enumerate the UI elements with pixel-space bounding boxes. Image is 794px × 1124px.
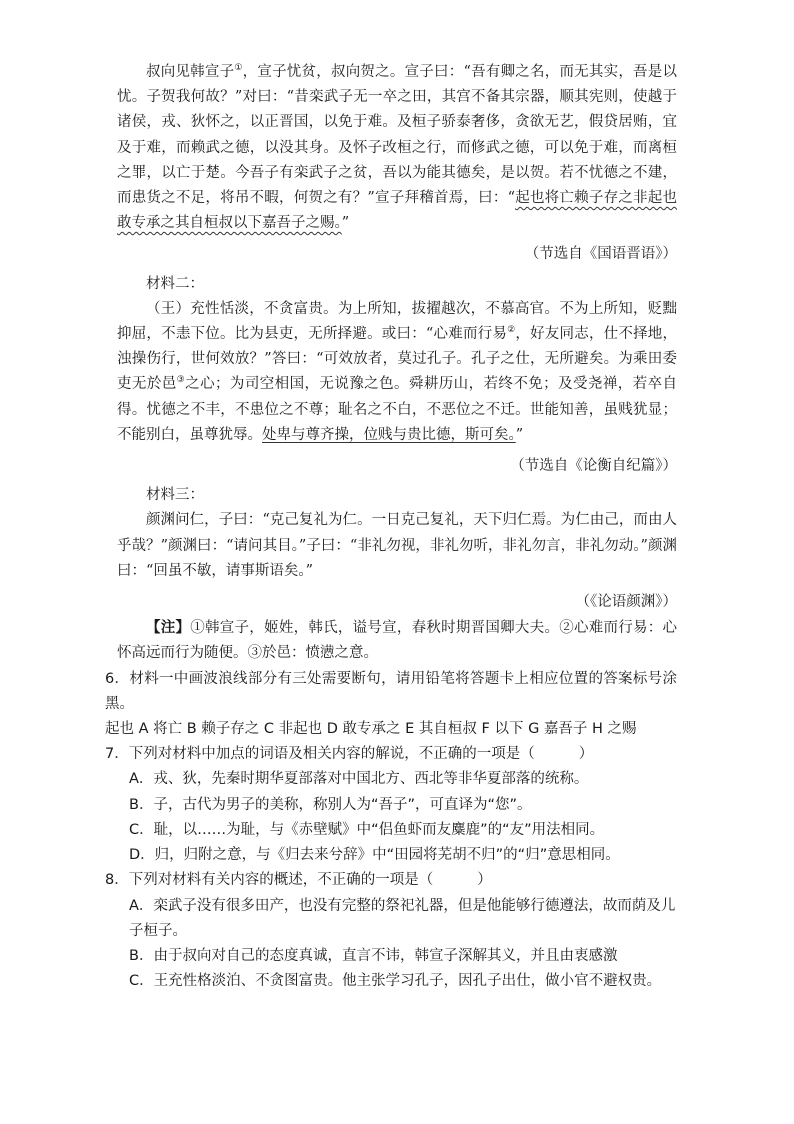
note-label: 【注】 <box>146 619 191 637</box>
material2-label: 材料二： <box>146 275 204 292</box>
footnote-ref-1: ① <box>234 63 243 74</box>
question-8-option-a[interactable]: A．栾武子没有很多田产，也没有完整的祭祀礼器，但是他能够行德遵法，故而荫及儿子桓子。 <box>129 897 676 939</box>
wavy-underlined-text: 起也将亡赖子存之非起也敢专承之其自桓叔以下嘉吾子之赐。 <box>117 190 678 232</box>
paren-close: ） <box>578 746 594 763</box>
material1-passage <box>117 60 677 236</box>
question-8-text: 8．下列对材料有关内容的概述，不正确的一项是（ <box>105 872 434 889</box>
question-7-option-a[interactable]: A．戎、狄，先秦时期华夏部落对中国北方、西北等非华夏部落的统称。 <box>129 771 589 788</box>
material2-passage <box>117 297 677 448</box>
material2-text-1: （王）充性恬淡，不贪富贵。为上所知，拔擢越次，不慕高官。不为上所知，贬黜抑屈，不恚下位。比为县吏，无所择避。或曰：“心难而行易 <box>117 300 677 343</box>
question-8-option-b[interactable]: B．由于叔向对自己的态度真诚，直言不讳，韩宣子深解其义，并且由衷感激 <box>129 947 618 964</box>
underlined-text: 处卑与尊齐操，位贱与贵比德，斯可矣。 <box>262 426 516 443</box>
material1-text-end: ” <box>341 215 350 232</box>
question-7-stem <box>105 742 677 767</box>
footnote-ref-3: ③ <box>176 375 186 386</box>
question-6-stem: 6．材料一中画波浪线部分有三处需要断句，请用铅笔将答题卡上相应位置的答案标号涂黑。 <box>105 670 677 712</box>
question-7-option-d[interactable]: D．归，归附之意，与《归去来兮辞》中“田园将芜胡不归”的“归”意思相同。 <box>129 847 620 864</box>
material1-source: （节选自《国语晋语》） <box>524 246 677 263</box>
material1-text-start: 叔向见韩宣子 <box>146 64 235 80</box>
paren-close: ） <box>477 872 492 889</box>
material2-text-3: 之心；为司空相国，无说豫之色。舜耕历山，若终不免；及受尧禅，若卒自得。忧德之不丰，不患位之不尊；耻名之不白，不恶位之不迁。世能知善，虽贱犹显；不能别白，虽尊犹辱。 <box>117 376 678 443</box>
question-7-text: 7．下列对材料中加点的词语及相关内容的解说，不正确的一项是（ <box>105 746 535 763</box>
material2-text-2: ，好友同志，仕不择地，浊操伤行，世何效放？”答曰：“可效放者，莫过孔子。孔子之仕，无所避矣。为乘田委吏无於邑 <box>117 326 677 393</box>
exam-page <box>105 60 678 994</box>
material3-label: 材料三： <box>146 487 204 504</box>
question-8-stem <box>105 868 677 893</box>
material1-text-body: ，宣子忧贫，叔向贺之。宣子曰：“吾有卿之名，而无其实，吾是以忧。子贺我何故？”对曰：“昔栾武子无一卒之田，其宫不备其宗器，顺其宪则，使越于诸侯，戎、狄怀之，以正晋国，以免于难。及桓子骄泰奢侈，贪欲无艺，假贷居贿，宜及于难，而赖武之德，以没其身。及怀子改桓之行，而修武之德，可以免于难，而离桓之罪，以亡于楚。今吾子有栾武子之贫，吾以为能其德矣，是以贺。若不忧德之不建，而患货之不足，将吊不暇，何贺之有？”宣子拜稽首焉，曰：“ <box>117 64 677 207</box>
question-6-options: 起也 A 将亡 B 赖子存之 C 非起也 D 敢专承之 E 其自桓叔 F 以下 G 嘉吾子 H 之赐 <box>105 721 637 738</box>
question-8-option-c[interactable]: C．王充性格淡泊、不贪图富贵。他主张学习孔子，因孔子出仕，做小官不避权贵。 <box>129 973 662 990</box>
note-text: ①韩宣子，姬姓，韩氏，谥号宣，春秋时期晋国卿大夫。②心难而行易：心怀高远而行为随便。③於邑：愤懑之意。 <box>117 620 678 662</box>
footnote-ref-2: ② <box>507 325 516 336</box>
annotation-note <box>117 615 677 666</box>
material3-passage: 颜渊问仁，子曰：“克己复礼为仁。一日克己复礼，天下归仁焉。为仁由己，而由人乎哉？”颜渊曰：“请问其目。”子曰：“非礼勿视，非礼勿听，非礼勿言，非礼勿动。”颜渊曰：“回虽不敏，请事斯语矣。” <box>117 512 677 579</box>
material2-text-end: ” <box>515 426 524 443</box>
question-7-option-c[interactable]: C．耻，以……为耻，与《赤壁赋》中“侣鱼虾而友麋鹿”的“友”用法相同。 <box>129 821 605 838</box>
material3-source: （《论语颜渊》） <box>575 594 677 611</box>
question-7-option-b[interactable]: B．子，古代为男子的美称，称别人为“吾子”，可直译为“您”。 <box>129 796 532 813</box>
material2-source: （节选自《论衡自纪篇》） <box>510 458 677 475</box>
